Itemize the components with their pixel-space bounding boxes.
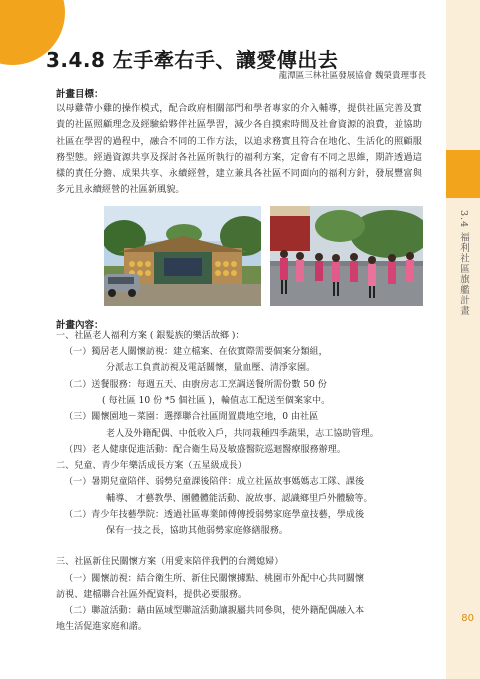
content-line-16: 訪視、建檔聯合社區外配資料，提供必要服務。 xyxy=(56,590,247,600)
chapter-tab xyxy=(446,150,480,198)
content-line-14: 三、社區新住民關懷方案（用愛來陪伴我們的台灣媳婦） xyxy=(56,557,284,567)
content-line-11: 輔導、 才藝教學、團體體能活動、說故事、認識鄉里戶外體驗等。 xyxy=(106,494,373,504)
content-line-8: （四）老人健康促進活動：配合衛生局及敏盛醫院巡迴醫療服務辦理。 xyxy=(64,445,346,455)
goal-paragraph: 以母雞帶小雞的操作模式，配合政府相關部門和學者專家的介入輔導，提供社區完善及實貴的社區照顧理念及經驗給夥伴社區學習，減少各自摸索時間及社會資源的浪費，並協助社區在學習的過程中，融合不同的工作方法，以追求務實且符合在地化、生活化的照顧服務型態。經過資源共享及探討各社區所執行的福利方案，定會有不同之思維，期許透過這樣的責任分擔、成果共享、永續經營，建立兼具各社區不同面向的福利方針，發展豐富與多元且永續經營的社區新風貌。 xyxy=(56,103,422,196)
content-line-17: （二）聯誼活動：藉由區域型聯誼活動讓親屬共同參與，使外籍配偶融入本 xyxy=(64,606,365,616)
content-line-6: （三）關懷園地－菜園：選擇聯合社區閒置農地空地，0 由社區 xyxy=(64,412,319,422)
chapter-side-label: 3.4 福利社區旗艦計畫 xyxy=(458,210,469,317)
content-line-12: （二）青少年技藝學院：透過社區專業師傅傳授弱勢家庭學童技藝，學成後 xyxy=(64,510,365,520)
content-line-7: 老人及外籍配偶、中低收入戶，共同栽種四季蔬果，志工協助管理。 xyxy=(106,429,379,439)
content-line-2: （一）獨居老人關懷訪視：建立檔案、在依實際需要個案分類組， xyxy=(64,347,328,357)
content-line-1: 一、社區老人福利方案 ( 銀髮族的樂活故鄉 )： xyxy=(56,331,245,341)
goal-heading: 計畫目標： xyxy=(56,89,104,100)
content-line-9: 二、兒童、青少年樂活成長方案（五星級成長） xyxy=(56,461,247,471)
photo-community-building xyxy=(104,206,261,306)
content-heading: 計畫內容： xyxy=(56,320,104,331)
content-line-18: 地生活促進家庭和諧。 xyxy=(56,622,147,632)
author-line: 龍潭區三林社區發展協會 魏榮貴理事長 xyxy=(278,71,426,81)
content-line-15: （一）關懷訪視：結合衛生所、新住民關懷據點、桃園市外配中心共同關懷 xyxy=(64,574,365,584)
section-title: 3.4.8 左手牽右手、讓愛傳出去 xyxy=(46,48,339,72)
content-line-4: （二）送餐服務：每週五天、由廚房志工烹調送餐所需份數 50 份 xyxy=(64,380,327,390)
content-line-10: （一）暑期兒童陪伴、弱勢兒童課後陪伴：成立社區故事媽媽志工隊、課後 xyxy=(64,477,365,487)
photo-dance-event xyxy=(270,206,423,306)
content-line-13: 保有一技之長，協助其他弱勢家庭修繕服務。 xyxy=(106,526,288,536)
content-line-3: 分派志工負責訪視及電話關懷，量血壓、清淨家園。 xyxy=(106,363,316,373)
page-number: 80 xyxy=(461,613,474,624)
content-line-5: ( 每社區 10 份 *5 個社區 )，輪值志工配送至個案家中。 xyxy=(102,396,331,406)
side-strip xyxy=(446,0,480,679)
